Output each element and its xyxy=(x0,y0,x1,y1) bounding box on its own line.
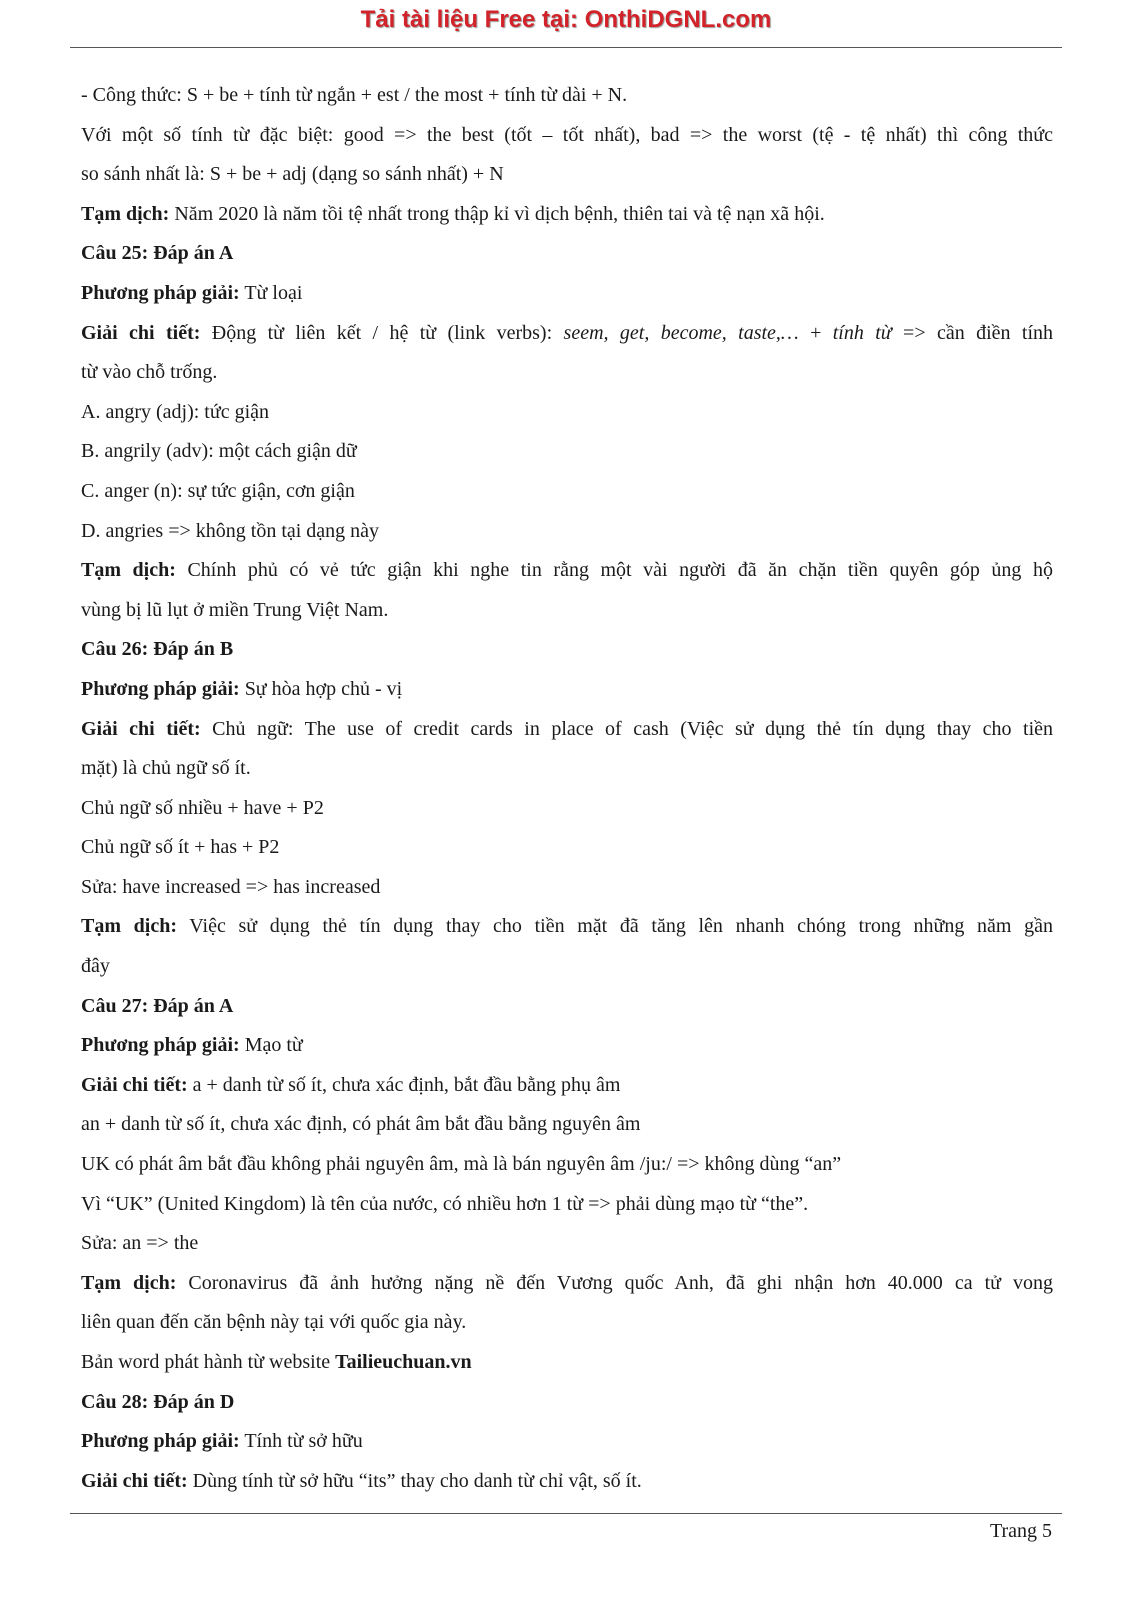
q26-fix: Sửa: have increased => has increased xyxy=(81,875,381,898)
method-text: Mạo từ xyxy=(239,1034,303,1057)
method-text: Sự hòa hợp chủ - vị xyxy=(239,677,403,700)
translation-label: Tạm dịch: xyxy=(81,915,177,938)
q27-detail-an: an + danh từ số ít, chưa xác định, có phát âm bắt đầu bằng nguyên âm xyxy=(81,1113,641,1136)
superlative-formula-line: so sánh nhất là: S + be + adj (dạng so sánh nhất) + N xyxy=(81,163,504,186)
footer-divider xyxy=(70,1513,1062,1514)
method-label: Phương pháp giải: xyxy=(81,1034,240,1057)
q24-translation xyxy=(81,195,1053,235)
method-label: Phương pháp giải: xyxy=(81,1430,240,1453)
q25-detail-cont: từ vào chỗ trống. xyxy=(81,361,218,384)
detail-text: a + danh từ số ít, chưa xác định, bắt đầu bằng phụ âm xyxy=(187,1073,621,1096)
method-label: Phương pháp giải: xyxy=(81,677,240,700)
q25-option-c: C. anger (n): sự tức giận, cơn giận xyxy=(81,479,355,502)
question-heading: Câu 26: Đáp án B xyxy=(81,638,234,661)
q25-method xyxy=(81,274,1053,314)
page-number: Trang 5 xyxy=(989,1520,1052,1542)
release-notice xyxy=(81,1343,1053,1383)
q28-method xyxy=(81,1422,1053,1462)
q26-detail-cont: mặt) là chủ ngữ số ít. xyxy=(81,757,251,780)
formula-line: - Công thức: S + be + tính từ ngắn + est / the most + tính từ dài + N. xyxy=(81,84,628,106)
q28-heading xyxy=(81,1383,1053,1423)
translation-label: Tạm dịch: xyxy=(81,202,170,225)
method-label: Phương pháp giải: xyxy=(81,281,240,304)
q26-detail xyxy=(81,710,1053,750)
special-adjectives-line: Với một số tính từ đặc biệt: good => the best (tốt – tốt nhất), bad => the worst (tệ - tệ nhất) thì công thức xyxy=(81,123,1053,146)
question-heading: Câu 27: Đáp án A xyxy=(81,994,234,1017)
q28-detail xyxy=(81,1462,1053,1502)
q27-detail-uk: UK có phát âm bắt đầu không phải nguyên âm, mà là bán nguyên âm /ju:/ => không dùng “an” xyxy=(81,1153,842,1176)
q25-detail xyxy=(81,314,1053,354)
q26-translation xyxy=(81,907,1053,947)
q25-option-d: D. angries => không tồn tại dạng này xyxy=(81,519,380,542)
q25-heading xyxy=(81,234,1053,274)
question-heading: Câu 28: Đáp án D xyxy=(81,1390,235,1413)
header-divider xyxy=(70,47,1062,48)
q25-option-a: A. angry (adj): tức giận xyxy=(81,400,269,423)
detail-text: + xyxy=(798,321,833,344)
release-text: Bản word phát hành từ website xyxy=(81,1351,336,1373)
detail-text: Chủ ngữ: The use of credit cards in place of cash (Việc sử dụng thẻ tín dụng thay cho tiền xyxy=(200,717,1054,740)
translation-text: Chính phủ có vẻ tức giận khi nghe tin rằng một vài người đã ăn chặn tiền quyên góp ủng hộ xyxy=(175,559,1053,582)
q26-translation-cont: đây xyxy=(81,955,110,978)
adjective-italic: tính từ xyxy=(832,321,892,344)
detail-label: Giải chi tiết: xyxy=(81,321,201,344)
q25-translation-cont: vùng bị lũ lụt ở miền Trung Việt Nam. xyxy=(81,598,389,621)
q27-translation-cont: liên quan đến căn bệnh này tại với quốc gia này. xyxy=(81,1311,467,1334)
q26-method xyxy=(81,670,1053,710)
q25-option-b: B. angrily (adv): một cách giận dữ xyxy=(81,440,357,463)
translation-label: Tạm dịch: xyxy=(81,1271,177,1294)
release-site-link[interactable]: Tailieuchuan.vn xyxy=(335,1351,472,1373)
q27-method xyxy=(81,1026,1053,1066)
link-verbs-italic: seem, get, become, taste,… xyxy=(563,321,799,344)
q26-rule-singular: Chủ ngữ số ít + has + P2 xyxy=(81,836,280,859)
q26-rule-plural: Chủ ngữ số nhiều + have + P2 xyxy=(81,796,324,819)
method-text: Tính từ sở hữu xyxy=(239,1430,363,1453)
q25-translation xyxy=(81,551,1053,591)
page-content xyxy=(81,76,1053,1501)
translation-text: Coronavirus đã ảnh hưởng nặng nề đến Vương quốc Anh, đã ghi nhận hơn 40.000 ca tử vong xyxy=(176,1271,1053,1294)
detail-text: Dùng tính từ sở hữu “its” thay cho danh từ chỉ vật, số ít. xyxy=(187,1469,642,1492)
method-text: Từ loại xyxy=(239,281,303,304)
detail-label: Giải chi tiết: xyxy=(81,1469,188,1492)
q27-translation xyxy=(81,1264,1053,1304)
q27-detail xyxy=(81,1066,1053,1106)
translation-text: Việc sử dụng thẻ tín dụng thay cho tiền mặt đã tăng lên nhanh chóng trong những năm gần xyxy=(177,915,1053,938)
q27-heading xyxy=(81,987,1053,1027)
question-heading: Câu 25: Đáp án A xyxy=(81,242,234,265)
q26-heading xyxy=(81,630,1053,670)
translation-label: Tạm dịch: xyxy=(81,559,176,582)
detail-label: Giải chi tiết: xyxy=(81,717,201,740)
header-site-link[interactable]: Tải tài liệu Free tại: OnthiDGNL.com xyxy=(360,6,772,33)
detail-text: Động từ liên kết / hệ từ (link verbs): xyxy=(200,321,564,344)
translation-text: Năm 2020 là năm tồi tệ nhất trong thập kỉ vì dịch bệnh, thiên tai và tệ nạn xã hội. xyxy=(169,202,825,225)
q27-detail-the: Vì “UK” (United Kingdom) là tên của nước, có nhiều hơn 1 từ => phải dùng mạo từ “the”. xyxy=(81,1192,809,1215)
q27-fix: Sửa: an => the xyxy=(81,1232,199,1255)
detail-text: => cần điền tính xyxy=(891,321,1054,344)
detail-label: Giải chi tiết: xyxy=(81,1073,188,1096)
